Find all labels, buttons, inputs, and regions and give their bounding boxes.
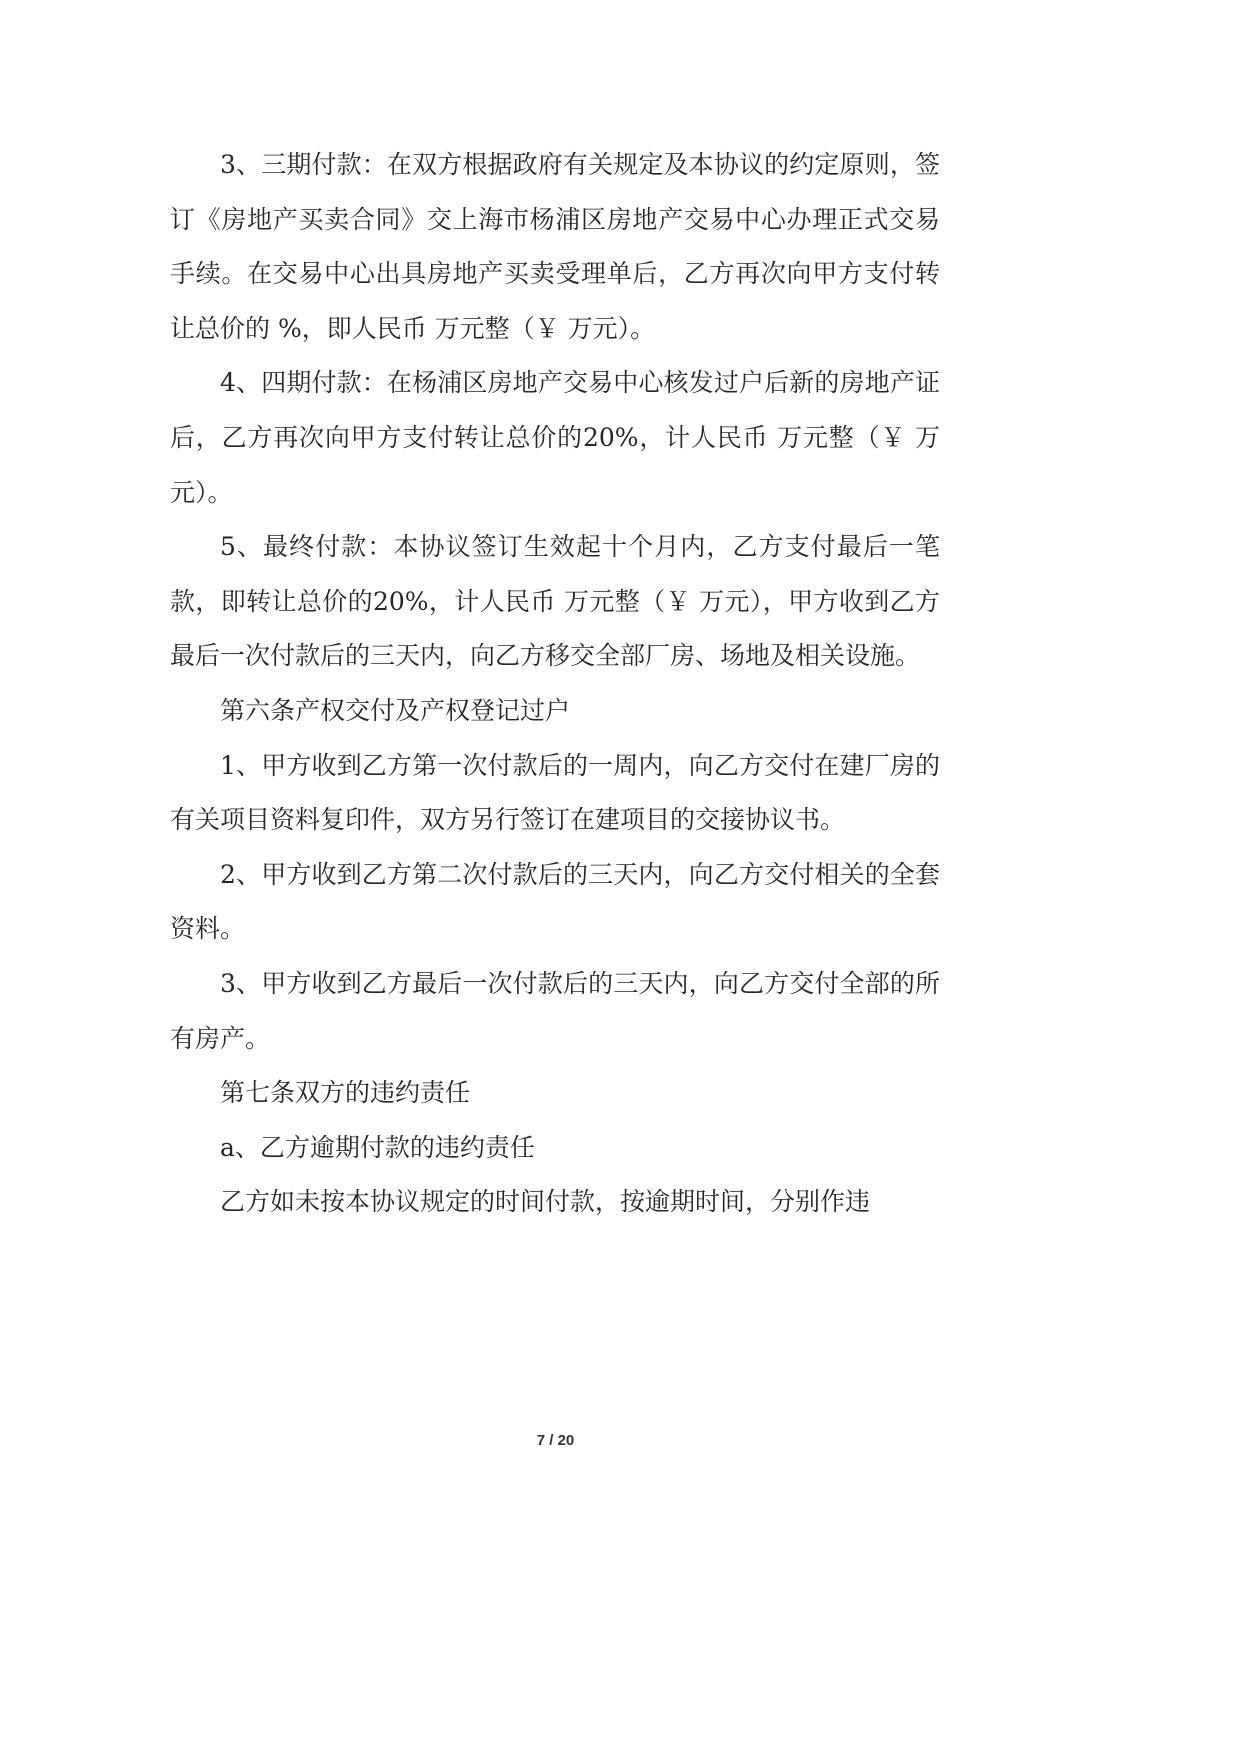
paragraph-final-payment: 5、最终付款：本协议签订生效起十个月内，乙方支付最后一笔款，即转让总价的20%，计人民币 万元整（￥ 万元），甲方收到乙方最后一次付款后的三天内，向乙方移交全部厂房、场地及相关设施。 (170, 532, 940, 671)
paragraph-article-7-a: 乙方如未按本协议规定的时间付款，按逾期时间，分别作违 (220, 1187, 871, 1217)
page-number: 7 / 20 (536, 1432, 575, 1449)
paragraph-article-6-item-3: 3、甲方收到乙方最后一次付款后的三天内，向乙方交付全部的所有房产。 (170, 968, 940, 1053)
paragraph-article-6-item-1: 1、甲方收到乙方第一次付款后的一周内，向乙方交付在建厂房的有关项目资料复印件，双方另行签订在建项目的交接协议书。 (170, 750, 940, 835)
heading-article-7: 第七条双方的违约责任 (220, 1078, 471, 1108)
paragraph-article-6-item-2: 2、甲方收到乙方第二次付款后的三天内，向乙方交付相关的全套资料。 (170, 859, 940, 944)
paragraph-payment-phase-4: 4、四期付款：在杨浦区房地产交易中心核发过户后新的房地产证后，乙方再次向甲方支付转让总价的20%，计人民币 万元整（￥ 万元）。 (170, 368, 940, 507)
subheading-article-7-a: a、乙方逾期付款的违约责任 (220, 1132, 535, 1162)
heading-article-6: 第六条产权交付及产权登记过户 (220, 695, 571, 725)
document-body (170, 138, 940, 1230)
paragraph-payment-phase-3: 3、三期付款：在双方根据政府有关规定及本协议的约定原则，签订《房地产买卖合同》交上海市杨浦区房地产交易中心办理正式交易手续。在交易中心出具房地产买卖受理单后，乙方再次向甲方支付转让总价的 %，即人民币 万元整（￥ 万元）。 (170, 150, 940, 343)
